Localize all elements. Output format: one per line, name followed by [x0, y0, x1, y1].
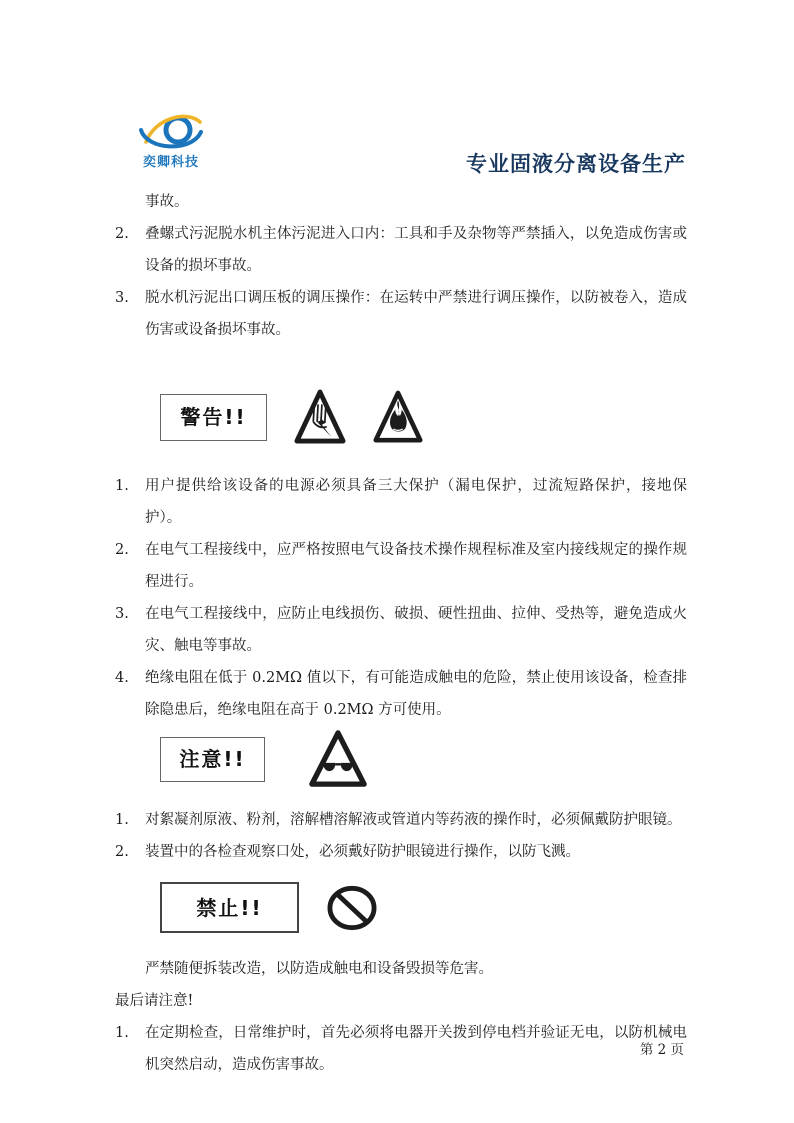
- list-item-number: 3.: [115, 606, 129, 622]
- logo-company-name: 奕卿科技: [142, 155, 199, 170]
- list-item-number: 3.: [115, 290, 129, 306]
- globe-swoosh-logo-icon: [139, 110, 203, 156]
- list-item-number: 1.: [115, 478, 129, 494]
- list-item-number: 2.: [115, 542, 129, 558]
- prohibit-note: 严禁随便拆装改造，以防造成触电和设备毁损等危害。: [145, 961, 493, 977]
- document-body: [115, 186, 687, 1081]
- caution-banner: [160, 728, 687, 790]
- list-item: [115, 836, 687, 868]
- list-item-number: 2.: [115, 226, 129, 242]
- prohibition-circle-icon: [325, 884, 379, 932]
- warning-label-box: 警告!!: [160, 394, 267, 441]
- electric-shock-triangle-icon: [294, 386, 346, 448]
- list-item-text: 在电气工程接线中，应严格按照电气设备技术操作规程标准及室内接线规定的操作规程进行。: [145, 542, 687, 590]
- list-item-text: 脱水机污泥出口调压板的调压操作：在运转中严禁进行调压操作，以防被卷入，造成伤害或设备损坏事故。: [145, 290, 687, 338]
- protective-goggles-triangle-icon: [309, 728, 367, 790]
- list-item-text: 在电气工程接线中，应防止电线损伤、破损、硬性扭曲、拉伸、受热等，避免造成火灾、触电等事故。: [145, 606, 687, 654]
- list-item-number: 2.: [115, 844, 129, 860]
- list-item: [115, 804, 687, 836]
- list-item-text: 绝缘电阻在低于 0.2MΩ 值以下，有可能造成触电的危险，禁止使用该设备，检查排除隐患后，绝缘电阻在高于 0.2MΩ 方可使用。: [145, 670, 687, 718]
- list-item-text: 叠螺式污泥脱水机主体污泥进入口内：工具和手及杂物等严禁插入，以免造成伤害或设备的损坏事故。: [145, 226, 687, 274]
- list-item-text: 装置中的各检查观察口处，必须戴好防护眼镜进行操作，以防飞溅。: [145, 844, 580, 860]
- list-item-number: 4.: [115, 670, 129, 686]
- warning-banner: [160, 386, 687, 448]
- prohibit-banner: [160, 882, 687, 933]
- list-item: [115, 218, 687, 282]
- list-item: [115, 598, 687, 662]
- list-item: [115, 282, 687, 346]
- list-item-text: 在定期检查，日常维护时，首先必须将电器开关拨到停电档并验证无电，以防机械电机突然启动，造成伤害事故。: [145, 1025, 687, 1073]
- list-item-text: 用户提供给该设备的电源必须具备三大保护（漏电保护，过流短路保护，接地保护）。: [145, 478, 687, 526]
- caution-label-box: 注意!!: [160, 737, 265, 782]
- list-item-number: 1.: [115, 1025, 129, 1041]
- list-item: [115, 662, 687, 726]
- final-note-heading: 最后请注意!: [115, 993, 194, 1009]
- fire-hazard-triangle-icon: [373, 386, 423, 448]
- list-item-text: 对絮凝剂原液、粉剂，溶解槽溶解液或管道内等药液的操作时，必须佩戴防护眼镜。: [145, 812, 682, 828]
- company-logo: [133, 110, 209, 170]
- list-item: [115, 470, 687, 534]
- page-number: 第 2 页: [639, 1042, 684, 1058]
- paragraph-continuation: 事故。: [145, 194, 189, 210]
- list-item-number: 1.: [115, 812, 129, 828]
- page-title: 专业固液分离设备生产: [466, 152, 686, 176]
- list-item: [115, 1017, 687, 1081]
- prohibit-label-box: 禁止!!: [160, 882, 299, 933]
- list-item: [115, 534, 687, 598]
